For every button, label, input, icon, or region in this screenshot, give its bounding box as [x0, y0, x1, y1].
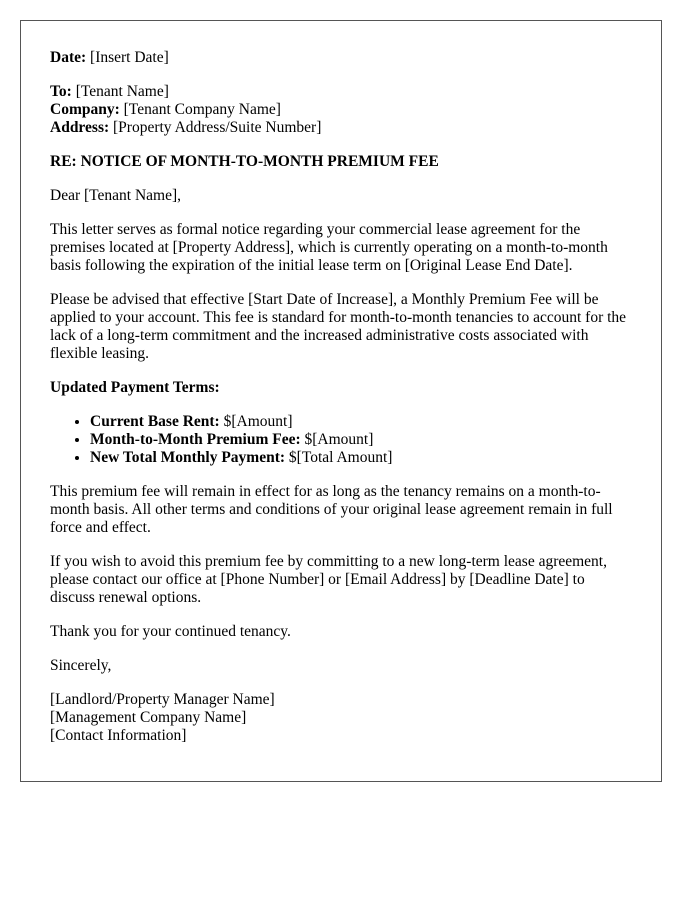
term-value: $[Total Amount] — [288, 449, 393, 466]
effect-paragraph: This premium fee will remain in effect for as long as the tenancy remains on a month-to-month basis. All other terms and conditions of your original lease agreement remain in full force and effect. — [50, 483, 613, 536]
signer-company: [Management Company Name] — [50, 709, 247, 726]
closing: Sincerely, — [50, 657, 112, 674]
date-label: Date: — [50, 49, 87, 66]
list-item — [90, 431, 632, 449]
intro-paragraph: This letter serves as formal notice regarding your commercial lease agreement for the premises located at [Property Address], which is currently operating on a month-to-month basis following the expiration of the initial lease term on [Original Lease End Date]. — [50, 221, 608, 274]
term-label: Month-to-Month Premium Fee: — [90, 431, 301, 448]
date-line — [50, 49, 632, 67]
letter-document — [20, 20, 662, 782]
term-value: $[Amount] — [223, 413, 293, 430]
to-value: [Tenant Name] — [75, 83, 169, 100]
notice-paragraph: Please be advised that effective [Start Date of Increase], a Monthly Premium Fee will be applied to your account. This fee is standard for month-to-month tenancies to account for the lack of a long-term commitment and the increased administrative costs associated with flexible leasing. — [50, 291, 627, 362]
payment-terms-list — [50, 413, 632, 467]
to-line — [50, 83, 632, 101]
address-line — [50, 119, 632, 137]
address-label: Address: — [50, 119, 110, 136]
term-label: Current Base Rent: — [90, 413, 220, 430]
salutation: Dear [Tenant Name], — [50, 187, 182, 204]
company-label: Company: — [50, 101, 120, 118]
list-item — [90, 413, 632, 431]
term-value: $[Amount] — [304, 431, 374, 448]
address-value: [Property Address/Suite Number] — [113, 119, 322, 136]
signer-name: [Landlord/Property Manager Name] — [50, 691, 275, 708]
signature-block — [50, 691, 632, 745]
date-value: [Insert Date] — [90, 49, 169, 66]
term-label: New Total Monthly Payment: — [90, 449, 286, 466]
avoid-paragraph: If you wish to avoid this premium fee by committing to a new long-term lease agreement, please contact our office at [Phone Number] or [Email Address] by [Deadline Date] to discuss renewal options. — [50, 553, 607, 606]
signer-contact: [Contact Information] — [50, 727, 187, 744]
to-label: To: — [50, 83, 72, 100]
company-line — [50, 101, 632, 119]
thanks-paragraph: Thank you for your continued tenancy. — [50, 623, 291, 640]
list-item — [90, 449, 632, 467]
recipient-block — [50, 83, 632, 137]
company-value: [Tenant Company Name] — [123, 101, 281, 118]
payment-terms-heading: Updated Payment Terms: — [50, 379, 220, 396]
subject-line: RE: NOTICE OF MONTH-TO-MONTH PREMIUM FEE — [50, 153, 439, 170]
